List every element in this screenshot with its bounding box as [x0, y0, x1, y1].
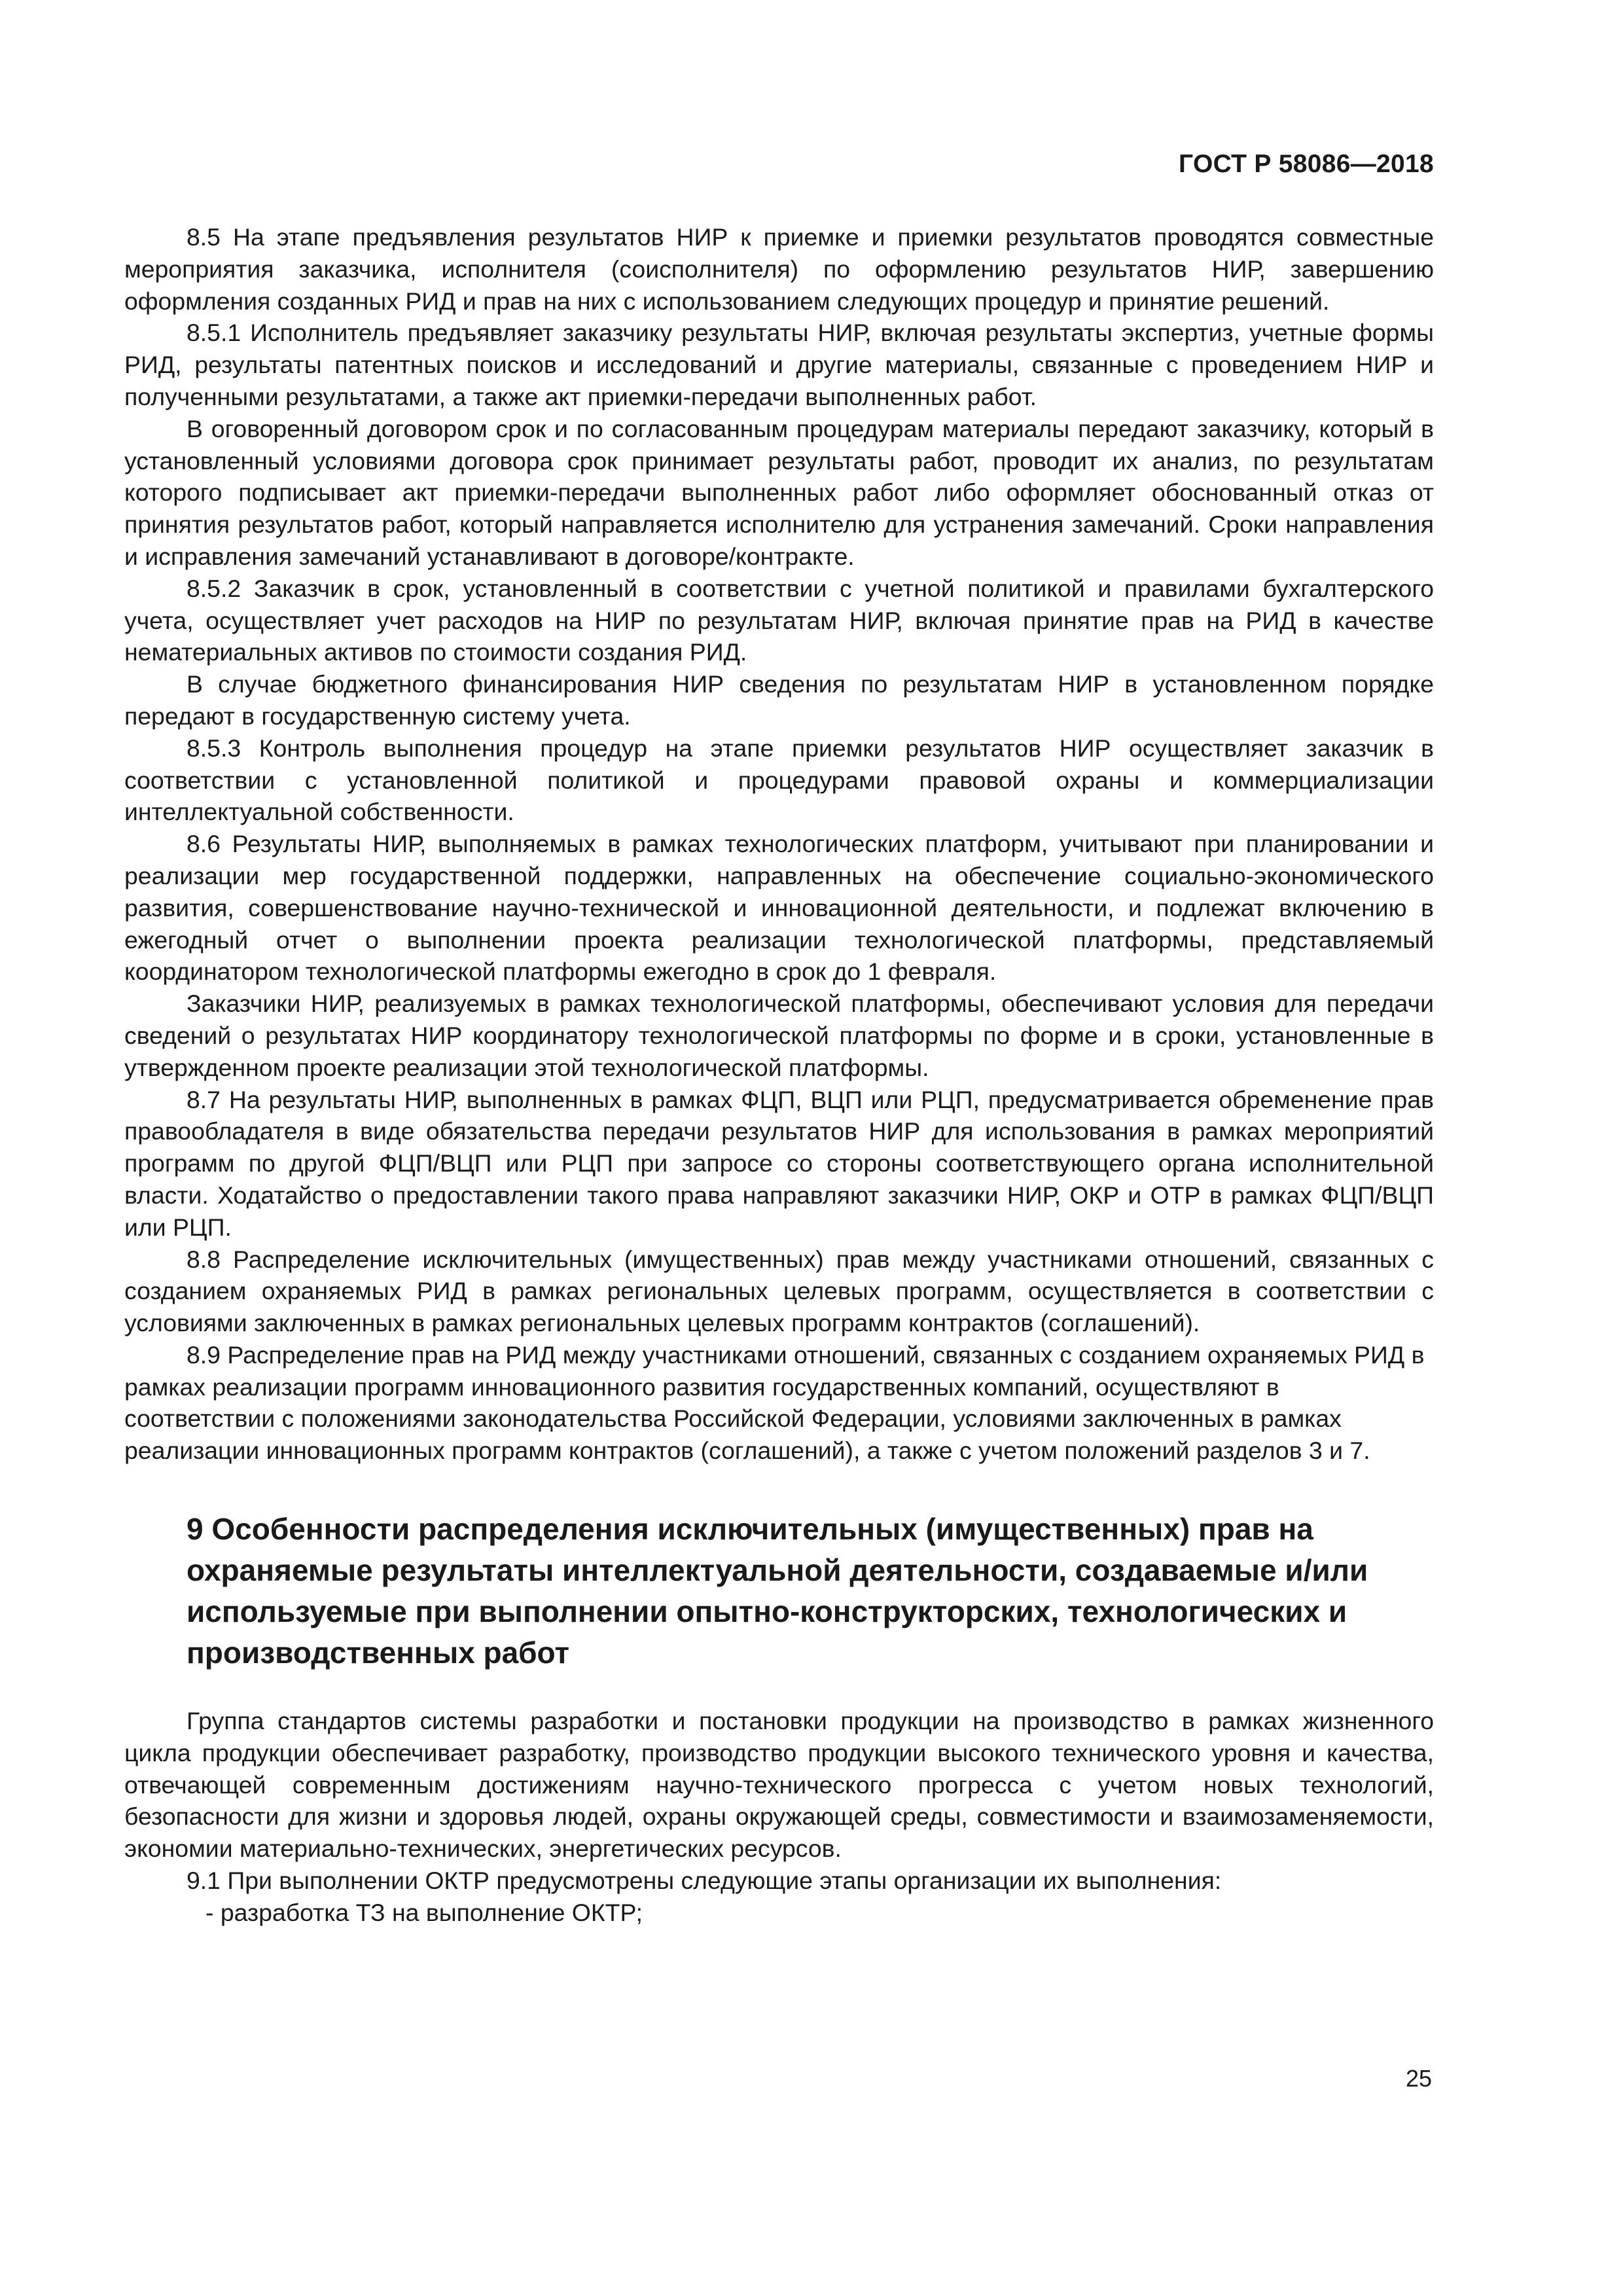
standard-code-header: ГОСТ Р 58086—2018	[1179, 150, 1434, 178]
paragraph-8-6-customers: Заказчики НИР, реализуемых в рамках технологической платформы, обеспечивают условия для передачи сведений о результатах НИР координатору технологической платформы по форме и в сроки, установленные в утвержденном проекте реализации этой технологической платформы.	[124, 990, 1434, 1081]
paragraph-8-9: 8.9 Распределение прав на РИД между участниками отношений, связанных с созданием охраняемых РИД в рамках реализации программ инновационного развития государственных компаний, осуществляют в соответствии с положениями законодательства Российской Федерации, условиями заключенных в рамках реализации инновационных программ контрактов (соглашений), а также с учетом положений разделов 3 и 7.	[124, 1340, 1425, 1465]
page-number: 25	[1405, 2065, 1432, 2092]
document-body	[124, 221, 1434, 1929]
paragraph-8-6: 8.6 Результаты НИР, выполняемых в рамках технологических платформ, учитывают при планировании и реализации мер государственной поддержки, направленных на обеспечение социально-экономического развития, совершенствование научно-технической и инновационной деятельности, и подлежат включению в ежегодный отчет о выполнении проекта реализации технологической платформы, представляемый координатором технологической платформы ежегодно в срок до 1 февраля.	[124, 830, 1434, 986]
paragraph-9-intro: Группа стандартов системы разработки и постановки продукции на производство в рамках жизненного цикла продукции обеспечивает разработку, производство продукции высокого технического уровня и качества, отвечающей современным достижениям научно-технического прогресса с учетом новых технологий, безопасности для жизни и здоровья людей, охраны окружающей среды, совместимости и взаимозаменяемости, экономии материально-технических, энергетических ресурсов.	[124, 1707, 1434, 1863]
paragraph-8-7: 8.7 На результаты НИР, выполненных в рамках ФЦП, ВЦП или РЦП, предусматривается обременение прав правообладателя в виде обязательства передачи результатов НИР для использования в рамках мероприятий программ по другой ФЦП/ВЦП или РЦП при запросе со стороны соответствующего органа исполнительной власти. Ходатайство о предоставлении такого права направляют заказчики НИР, ОКР и ОТР в рамках ФЦП/ВЦП или РЦП.	[124, 1085, 1434, 1241]
paragraph-9-1: 9.1 При выполнении ОКТР предусмотрены следующие этапы организации их выполнения:	[187, 1867, 1222, 1895]
section-9-heading: 9 Особенности распределения исключительных (имущественных) прав на охраняемые результаты интеллектуальной деятельности, создаваемые и/или используемые при выполнении опытно-конструкторских, технологических и производственных работ	[187, 1512, 1368, 1670]
paragraph-8-5-1-deadline: В оговоренный договором срок и по согласованным процедурам материалы передают заказчику, который в установленный условиями договора срок принимает результаты работ, проводит их анализ, по результатам которого подписывает акт приемки-передачи выполненных работ либо оформляет обоснованный отказ от принятия результатов работ, который направляется исполнителю для устранения замечаний. Сроки направления и исправления замечаний устанавливают в договоре/контракте.	[124, 414, 1434, 570]
paragraph-8-5-1: 8.5.1 Исполнитель предъявляет заказчику результаты НИР, включая результаты экспертиз, учетные формы РИД, результаты патентных поисков и исследований и другие материалы, связанные с проведением НИР и полученными результатами, а также акт приемки-передачи выполненных работ.	[124, 319, 1434, 410]
paragraph-8-5-2-budget: В случае бюджетного финансирования НИР сведения по результатам НИР в установленном порядке передают в государственную систему учета.	[124, 670, 1434, 730]
paragraph-8-8: 8.8 Распределение исключительных (имущественных) прав между участниками отношений, связанных с созданием охраняемых РИД в рамках региональных целевых программ, осуществляется в соответствии с условиями заключенных в рамках региональных целевых программ контрактов (соглашений).	[124, 1245, 1434, 1337]
paragraph-8-5-2: 8.5.2 Заказчик в срок, установленный в соответствии с учетной политикой и правилами бухгалтерского учета, осуществляет учет расходов на НИР по результатам НИР, включая принятие прав на РИД в качестве нематериальных активов по стоимости создания РИД.	[124, 574, 1434, 666]
list-item: - разработка ТЗ на выполнение ОКТР;	[205, 1898, 643, 1926]
paragraph-8-5-3: 8.5.3 Контроль выполнения процедур на этапе приемки результатов НИР осуществляет заказчик в соответствии с установленной политикой и процедурами правовой охраны и коммерциализации интеллектуальной собственности.	[124, 734, 1434, 826]
paragraph-8-5: 8.5 На этапе предъявления результатов НИР к приемке и приемки результатов проводятся совместные мероприятия заказчика, исполнителя (соисполнителя) по оформлению результатов НИР, завершению оформления созданных РИД и прав на них с использованием следующих процедур и принятие решений.	[124, 223, 1434, 315]
